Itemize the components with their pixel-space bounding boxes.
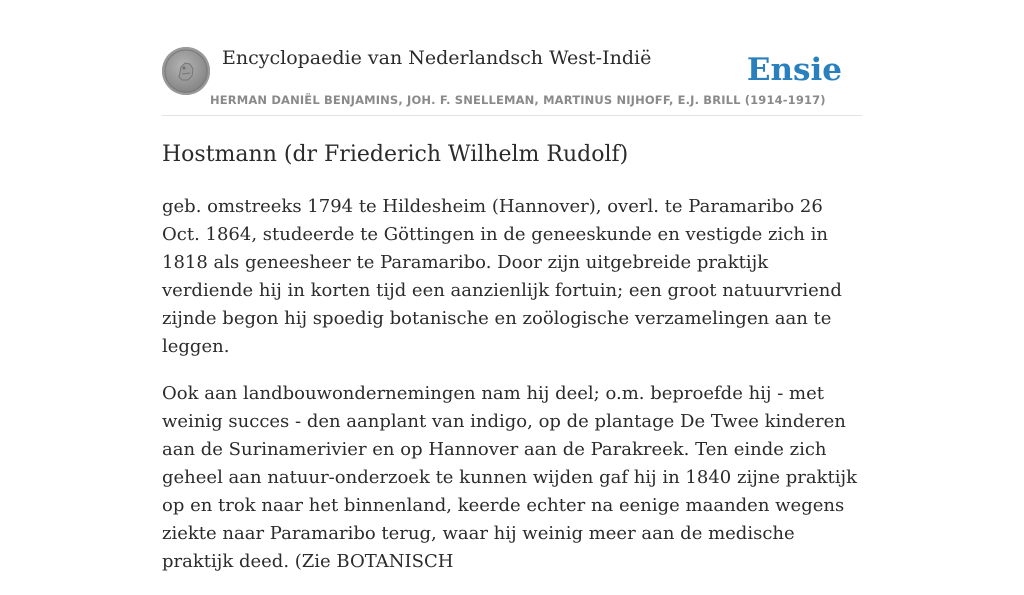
entry-body	[162, 193, 862, 595]
entry-paragraph-1: geb. omstreeks 1794 te Hildesheim (Hannover), overl. te Paramaribo 26 Oct. 1864, studeerde te Göttingen in de geneeskunde en vestigde zich in 1818 als geneesheer te Paramaribo. Door zijn uitgebreide praktijk verdiende hij in korten tijd een aanzienlijk fortuin; een groot natuurvriend zijnde begon hij spoedig botanische en zoölogische verzamelingen aan te leggen.	[162, 196, 842, 357]
entry-paragraph-2: Ook aan landbouwondernemingen nam hij deel; o.m. beproefde hij - met weinig succes - den aanplant van indigo, op de plantage De Twee kinderen aan de Surinamerivier en op Hannover aan de Parakreek. Ten einde zich geheel aan natuur-onderzoek te kunnen wijden gaf hij in 1840 zijne praktijk op en trok naar het binnenland, keerde echter na eenige maanden wegens ziekte naar Paramaribo terug, waar hij weinig meer aan de medische praktijk deed. (Zie BOTANISCH	[162, 383, 857, 572]
work-title-link[interactable]: Encyclopaedie van Nederlandsch West-Indië	[222, 47, 652, 69]
coin-logo-icon[interactable]	[162, 47, 210, 95]
entry-title: Hostmann (dr Friederich Wilhelm Rudolf)	[162, 142, 629, 167]
ensie-brand-link[interactable]: Ensie	[746, 52, 842, 88]
header	[162, 46, 862, 116]
authors-publisher-line: HERMAN DANIËL BENJAMINS, JOH. F. SNELLEMAN, MARTINUS NIJHOFF, E.J. BRILL (1914-1917)	[210, 93, 826, 107]
